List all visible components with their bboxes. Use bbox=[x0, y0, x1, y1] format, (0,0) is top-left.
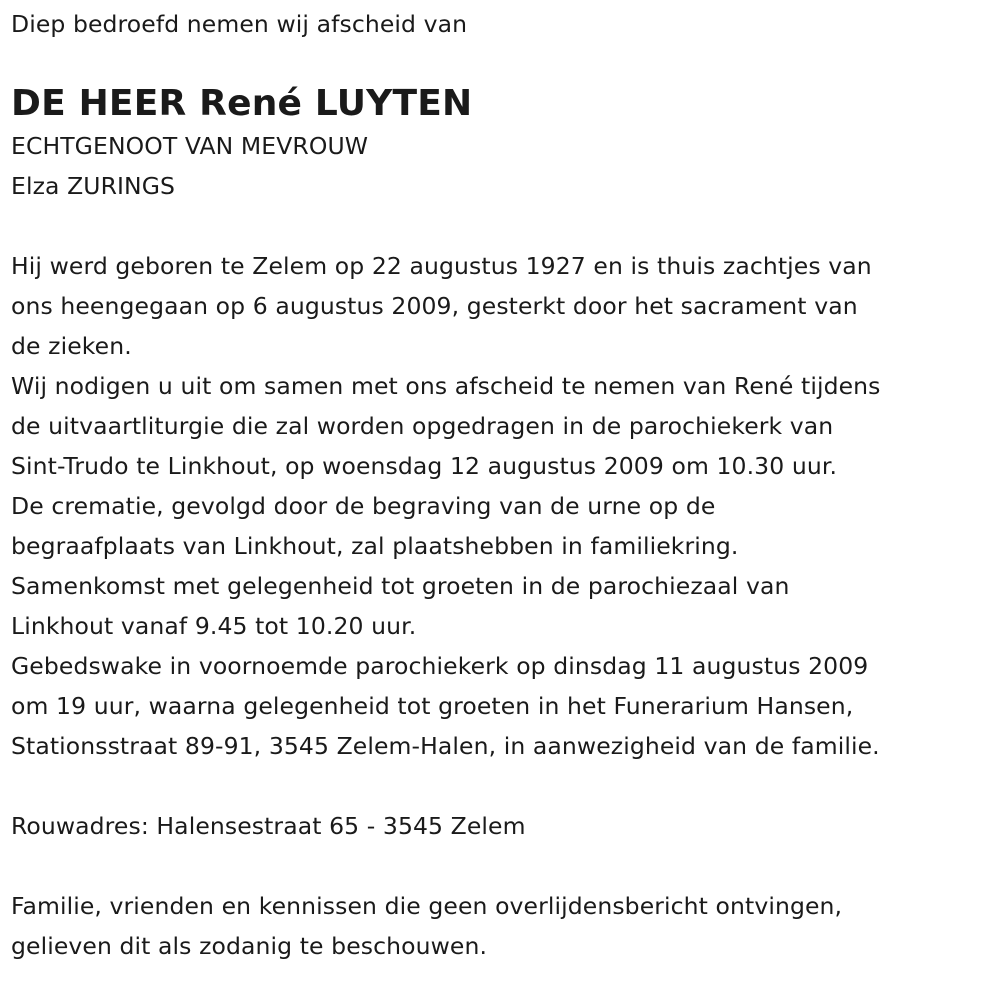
relation-text: ECHTGENOOT VAN MEVROUW bbox=[11, 132, 369, 160]
closing-line: gelieven dit als zodanig te beschouwen. bbox=[11, 932, 488, 960]
intro-text: Diep bedroefd nemen wij afscheid van bbox=[11, 10, 468, 38]
obituary-notice bbox=[11, 0, 996, 966]
body-line: begraafplaats van Linkhout, zal plaatshebben in familiekring. bbox=[11, 532, 739, 560]
closing-paragraph bbox=[11, 886, 996, 966]
closing-line: Familie, vrienden en kennissen die geen overlijdensbericht ontvingen, bbox=[11, 892, 843, 920]
spacer bbox=[11, 766, 996, 806]
spacer bbox=[11, 206, 996, 246]
body-line: Sint-Trudo te Linkhout, op woensdag 12 augustus 2009 om 10.30 uur. bbox=[11, 452, 838, 480]
body-line: De crematie, gevolgd door de begraving van de urne op de bbox=[11, 492, 716, 520]
mourning-address: Rouwadres: Halensestraat 65 - 3545 Zelem bbox=[11, 812, 526, 840]
body-line: de zieken. bbox=[11, 332, 132, 360]
body-line: Samenkomst met gelegenheid tot groeten in de parochiezaal van bbox=[11, 572, 790, 600]
body-line: Wij nodigen u uit om samen met ons afscheid te nemen van René tijdens bbox=[11, 372, 881, 400]
body-line: de uitvaartliturgie die zal worden opgedragen in de parochiekerk van bbox=[11, 412, 834, 440]
body-line: Stationsstraat 89-91, 3545 Zelem-Halen, in aanwezigheid van de familie. bbox=[11, 732, 880, 760]
body-line: Gebedswake in voornoemde parochiekerk op dinsdag 11 augustus 2009 bbox=[11, 652, 869, 680]
body-line: om 19 uur, waarna gelegenheid tot groeten in het Funerarium Hansen, bbox=[11, 692, 854, 720]
body-line: Linkhout vanaf 9.45 tot 10.20 uur. bbox=[11, 612, 417, 640]
deceased-name: DE HEER René LUYTEN bbox=[11, 83, 473, 124]
body-line: Hij werd geboren te Zelem op 22 augustus 1927 en is thuis zachtjes van bbox=[11, 252, 872, 280]
body-paragraph bbox=[11, 246, 996, 766]
spouse-name: Elza ZURINGS bbox=[11, 172, 176, 200]
spacer bbox=[11, 846, 996, 886]
body-line: ons heengegaan op 6 augustus 2009, gesterkt door het sacrament van bbox=[11, 292, 858, 320]
